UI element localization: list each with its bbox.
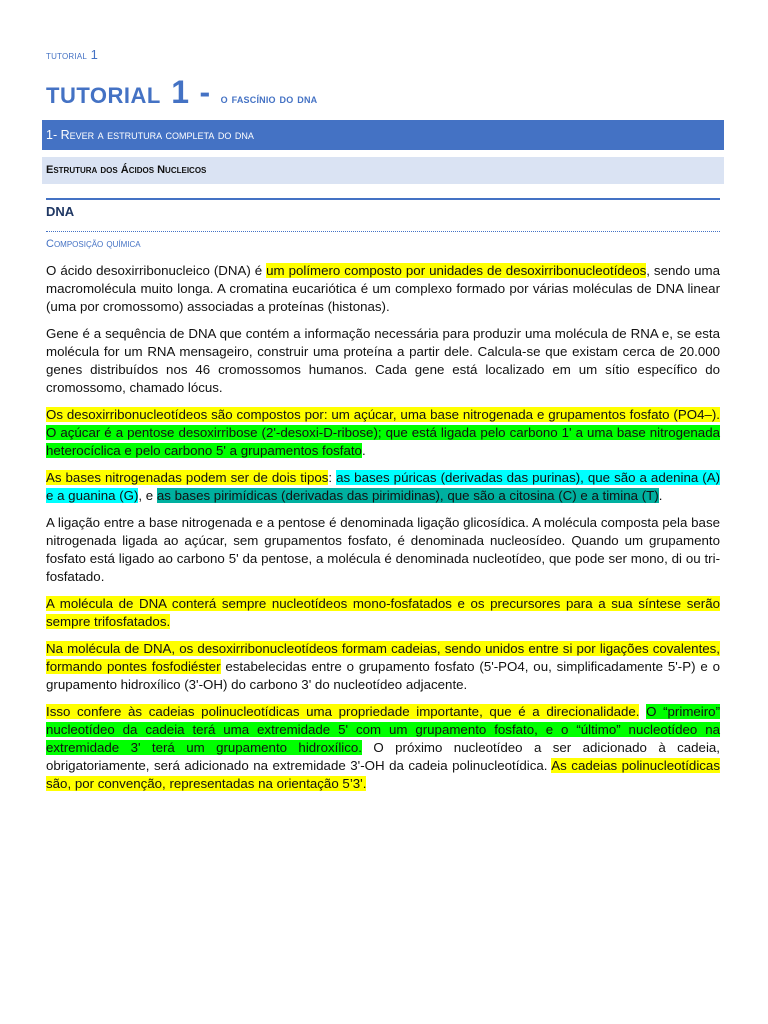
paragraph-7 [46, 640, 720, 694]
title-word: TUTORIAL [46, 83, 161, 108]
paragraph-3 [46, 406, 720, 460]
title-number: 1 [171, 74, 190, 110]
section-heading-bar: 1- Rever a estrutura completa do dna [42, 120, 724, 150]
p8-text-d: O próximo nucleotídeo a ser adicionado à cadeia, obrigatoriamente, será adicionado na extremidade 3'-OH da cadeia polinucleotídica. [46, 740, 720, 773]
p7-highlight-yellow: Na molécula de DNA, os desoxirribonucleotídeos formam cadeias, sendo unidos entre si por ligações covalentes, formando pontes fosfodiéster [46, 641, 720, 674]
paragraph-4 [46, 469, 720, 505]
p4-text-f: . [658, 488, 663, 503]
dotted-divider [46, 231, 720, 232]
running-header-label: tutorial [46, 48, 88, 62]
paragraph-8 [46, 703, 720, 793]
p1-text-c: , sendo uma macromolécula muito longa. A cromatina eucariótica é um complexo formado por várias moléculas de DNA linear (uma por cromossomo) associadas a proteínas (histonas). [46, 263, 720, 314]
divider-rule [46, 198, 720, 200]
page-title [46, 74, 317, 111]
p7-text-b: estabelecidas entre o grupamento fosfato (5'-PO4, ou, simplificadamente 5'-P) e o grupamento hidroxílico (3'-OH) do carbono 3' do nucleotídeo adjacente. [46, 659, 720, 692]
p1-text-a: O ácido desoxirribonucleico (DNA) é [46, 263, 267, 278]
p1-highlight-yellow: um polímero composto por unidades de desoxirribonucleotídeos [266, 263, 647, 278]
p8-highlight-yellow-end: As cadeias polinucleotídicas são, por convenção, representadas na orientação 5’3'. [46, 758, 720, 791]
p4-highlight-teal: as bases pirimídicas (derivadas das pirimidinas), que são a citosina (C) e a timina (T) [156, 488, 659, 503]
p3-highlight-yellow: Os desoxirribonucleotídeos são compostos por: um açúcar, uma base nitrogenada e grupamentos fosfato (PO4–). [46, 407, 720, 422]
running-header [46, 47, 98, 62]
running-header-number: 1 [90, 47, 98, 62]
p4-text-b: : [328, 470, 337, 485]
paragraph-6 [46, 595, 720, 631]
p4-highlight-cyan: as bases púricas (derivadas das purinas), que são a adenina (A) e a guanina (G) [46, 470, 721, 503]
subheading-composicao: Composição química [46, 238, 141, 250]
paragraph-5: A ligação entre a base nitrogenada e a pentose é denominada ligação glicosídica. A molécula composta pela base nitrogenada ligada ao açúcar, sem grupamentos fosfato, é denominada nucleosídeo. Quando um grupamento fosfato está ligado ao carbono 5' da pentose, a molécula é denominada nucleotídeo, que pode ser mono, di ou tri-fosfatado. [46, 515, 720, 584]
p6-highlight-yellow: A molécula de DNA conterá sempre nucleotídeos mono-fosfatados e os precursores para a sua síntese serão sempre trifosfatados. [46, 596, 720, 629]
p8-highlight-yellow: Isso confere às cadeias polinucleotídicas uma propriedade importante, que é a direcionalidade. [46, 704, 640, 719]
p4-highlight-yellow: As bases nitrogenadas podem ser de dois tipos [46, 470, 329, 485]
p8-highlight-green: O “primeiro” nucleotídeo da cadeia terá uma extremidade 5' com um grupamento fosfato, e o “último” nucleotídeo na extremidade 3' terá um grupamento hidroxílico. [46, 704, 720, 755]
body-text [46, 262, 720, 802]
title-dash: - [199, 74, 211, 110]
p3-highlight-green: O açúcar é a pentose desoxirribose (2'-desoxi-D-ribose); que está ligada pelo carbono 1' a uma base nitrogenada heterocíclica e pelo carbono 5' a grupamentos fosfato [46, 425, 720, 458]
title-subtitle: o fascínio do dna [220, 91, 318, 106]
p3-text-c: . [361, 443, 366, 458]
paragraph-1 [46, 262, 720, 316]
p4-text-d: , e [138, 488, 157, 503]
paragraph-2: Gene é a sequência de DNA que contém a informação necessária para produzir uma molécula de RNA e, se esta molécula for um RNA mensageiro, construir uma proteína a partir dele. Calcula-se que existam cerca de 20.000 genes distribuídos nos 46 cromossomos humanos. Cada gene está localizado em um sítio específico do cromossomo, chamado lócus. [46, 326, 720, 395]
subsection-heading-bar: Estrutura dos Ácidos Nucleicos [42, 157, 724, 184]
heading-dna: DNA [46, 204, 75, 219]
